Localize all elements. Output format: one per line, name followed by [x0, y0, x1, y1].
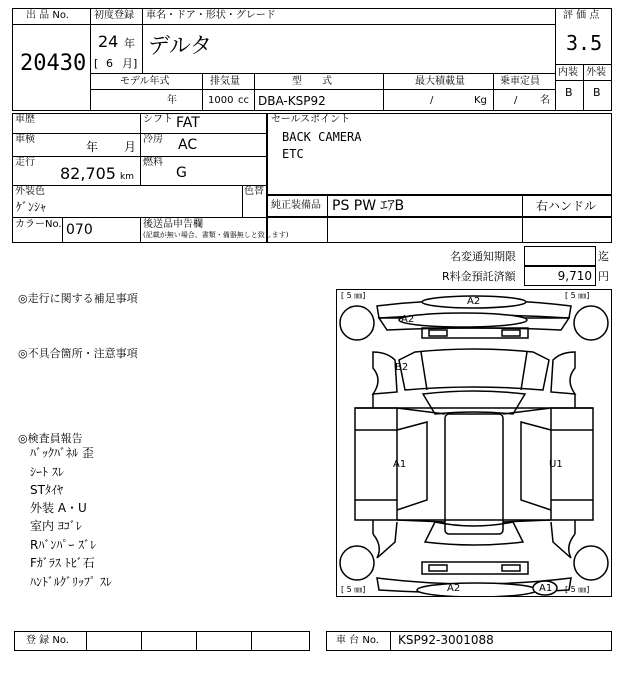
type-label: 型 式	[292, 76, 332, 87]
exterior-color-label: 外装色	[15, 186, 45, 197]
tire-front-left	[340, 306, 374, 340]
mileage-label: 走行	[15, 157, 35, 168]
displacement: 1000	[208, 95, 234, 106]
inspector-heading: ◎検査員報告	[18, 432, 83, 445]
tire-front-right	[574, 306, 608, 340]
first-reg-year: 24	[98, 32, 119, 51]
defect-heading: ◎不具合箇所・注意事項	[18, 347, 138, 360]
capacity-unit: 名	[540, 95, 550, 106]
first-reg-year-unit: 年	[124, 37, 135, 50]
tire-label-rear-right: [ 5 ㎜]	[565, 585, 590, 594]
history-label: 車歴	[15, 114, 35, 125]
inspector-item: ﾊﾝﾄﾞﾙｸﾞﾘｯﾌﾟ ｽﾚ	[30, 575, 112, 589]
type-value: DBA-KSP92	[258, 94, 326, 108]
mark-u1-right: U1	[549, 459, 563, 470]
car-name: デルタ	[148, 34, 213, 59]
equipment-label: 純正装備品	[271, 200, 321, 211]
sales-point-2: ETC	[282, 147, 304, 161]
inspector-item: ﾊﾞｯｸﾊﾞﾈﾙ 歪	[30, 446, 94, 460]
interior-label: 内装	[558, 67, 578, 78]
front-right-fender	[551, 352, 575, 394]
sales-point-1: BACK CAMERA	[282, 130, 362, 144]
chassis-label: 車 台 No.	[336, 635, 379, 646]
model-label: 車名・ドア・形状・グレード	[146, 10, 276, 21]
mark-a2-front-panel: A2	[401, 314, 415, 325]
lot-no-label: 出 品 No.	[26, 10, 69, 21]
first-reg-month-open: [	[94, 57, 99, 70]
mark-b2-hood: B2	[395, 362, 409, 373]
front-left-fender	[373, 352, 397, 394]
exterior-label: 外装	[586, 67, 606, 78]
aftermarket-note: (記載が無い場合、書類・備器無しと致します)	[143, 231, 289, 239]
chassis-no: KSP92-3001088	[398, 633, 494, 647]
inspection-year: 年	[86, 140, 99, 154]
shift-label: シフト	[143, 114, 173, 125]
tire-label-rear-left: [ 5 ㎜]	[341, 585, 366, 594]
shift-value: FAT	[176, 115, 200, 131]
inspector-item: STﾀｲﾔ	[30, 483, 63, 497]
recycle-label: R料金預託済額	[442, 270, 516, 283]
color-no-value: 070	[66, 222, 93, 238]
first-reg-label: 初度登録	[94, 10, 134, 21]
aftermarket-label: 後送品申告欄	[143, 219, 203, 230]
tire-label-front-left: [ 5 ㎜]	[341, 291, 366, 300]
inspector-item: Fｶﾞﾗｽ ﾄﾋﾞ石	[30, 556, 95, 570]
first-reg-month-unit: 月]	[122, 57, 138, 70]
mileage-value: 82,705	[60, 164, 116, 183]
transfer-unit: 迄	[598, 250, 609, 263]
windshield	[423, 391, 525, 414]
mark-a2-rear: A2	[447, 583, 461, 594]
capacity-label: 乗車定員	[500, 76, 540, 87]
sales-point-label: セールスポイント	[271, 114, 351, 125]
aftermarket-frame	[267, 217, 612, 243]
sales-point-frame	[267, 113, 612, 195]
interior-grade: B	[565, 86, 573, 99]
tire-rear-right	[574, 546, 608, 580]
equipment-value: PS PW ｴｱB	[332, 198, 405, 214]
exterior-grade: B	[593, 86, 601, 99]
color-change-label: 色替	[244, 186, 264, 197]
mark-a2-front-bumper: A2	[467, 296, 481, 307]
score: 3.5	[566, 31, 603, 55]
fuel-value: G	[176, 165, 187, 181]
color-no-label: カラーNo.	[15, 219, 62, 230]
capacity-slash: /	[514, 95, 518, 106]
model-year-unit: 年	[167, 95, 177, 106]
mileage-unit: km	[120, 172, 134, 182]
transfer-label: 名変通知期限	[450, 250, 516, 263]
steering-value: 右ハンドル	[536, 199, 597, 213]
driving-heading: ◎走行に関する補足事項	[18, 292, 138, 305]
tire-label-front-right: [ 5 ㎜]	[565, 291, 590, 300]
inspector-item: 外装 A・U	[30, 501, 87, 515]
transfer-box	[524, 246, 596, 266]
roof	[445, 414, 503, 534]
inspector-item: 室内 ﾖｺﾞﾚ	[30, 519, 82, 533]
ac-label: 冷房	[143, 134, 163, 145]
mark-a1-rear: A1	[539, 583, 553, 594]
lot-no: 20430	[20, 51, 87, 76]
exterior-color-value: ｹﾞﾝｼｬ	[16, 200, 47, 214]
recycle-amount: 9,710	[557, 269, 592, 283]
max-load-label: 最大積載量	[415, 76, 465, 87]
fuel-label: 燃料	[143, 157, 163, 168]
reg-no-label: 登 録 No.	[26, 635, 69, 646]
tire-rear-left	[340, 546, 374, 580]
displacement-unit: cc	[238, 95, 249, 106]
displacement-label: 排気量	[210, 76, 240, 87]
score-label: 評 価 点	[563, 10, 600, 21]
inspection-month: 月	[124, 140, 137, 154]
inspection-label: 車検	[15, 134, 35, 145]
model-year-label: モデル年式	[120, 76, 170, 87]
inspector-item: ｼｰﾄ ｽﾚ	[30, 465, 64, 479]
mark-a1-left: A1	[393, 459, 407, 470]
car-diagram	[336, 289, 612, 597]
max-load-unit: Kg	[474, 95, 487, 106]
recycle-unit: 円	[598, 270, 609, 283]
first-reg-month: 6	[106, 57, 113, 70]
max-load-slash: /	[430, 95, 434, 106]
ac-value: AC	[178, 137, 198, 153]
inspector-item: Rﾊﾞﾝﾊﾟｰ ｽﾞﾚ	[30, 538, 97, 552]
